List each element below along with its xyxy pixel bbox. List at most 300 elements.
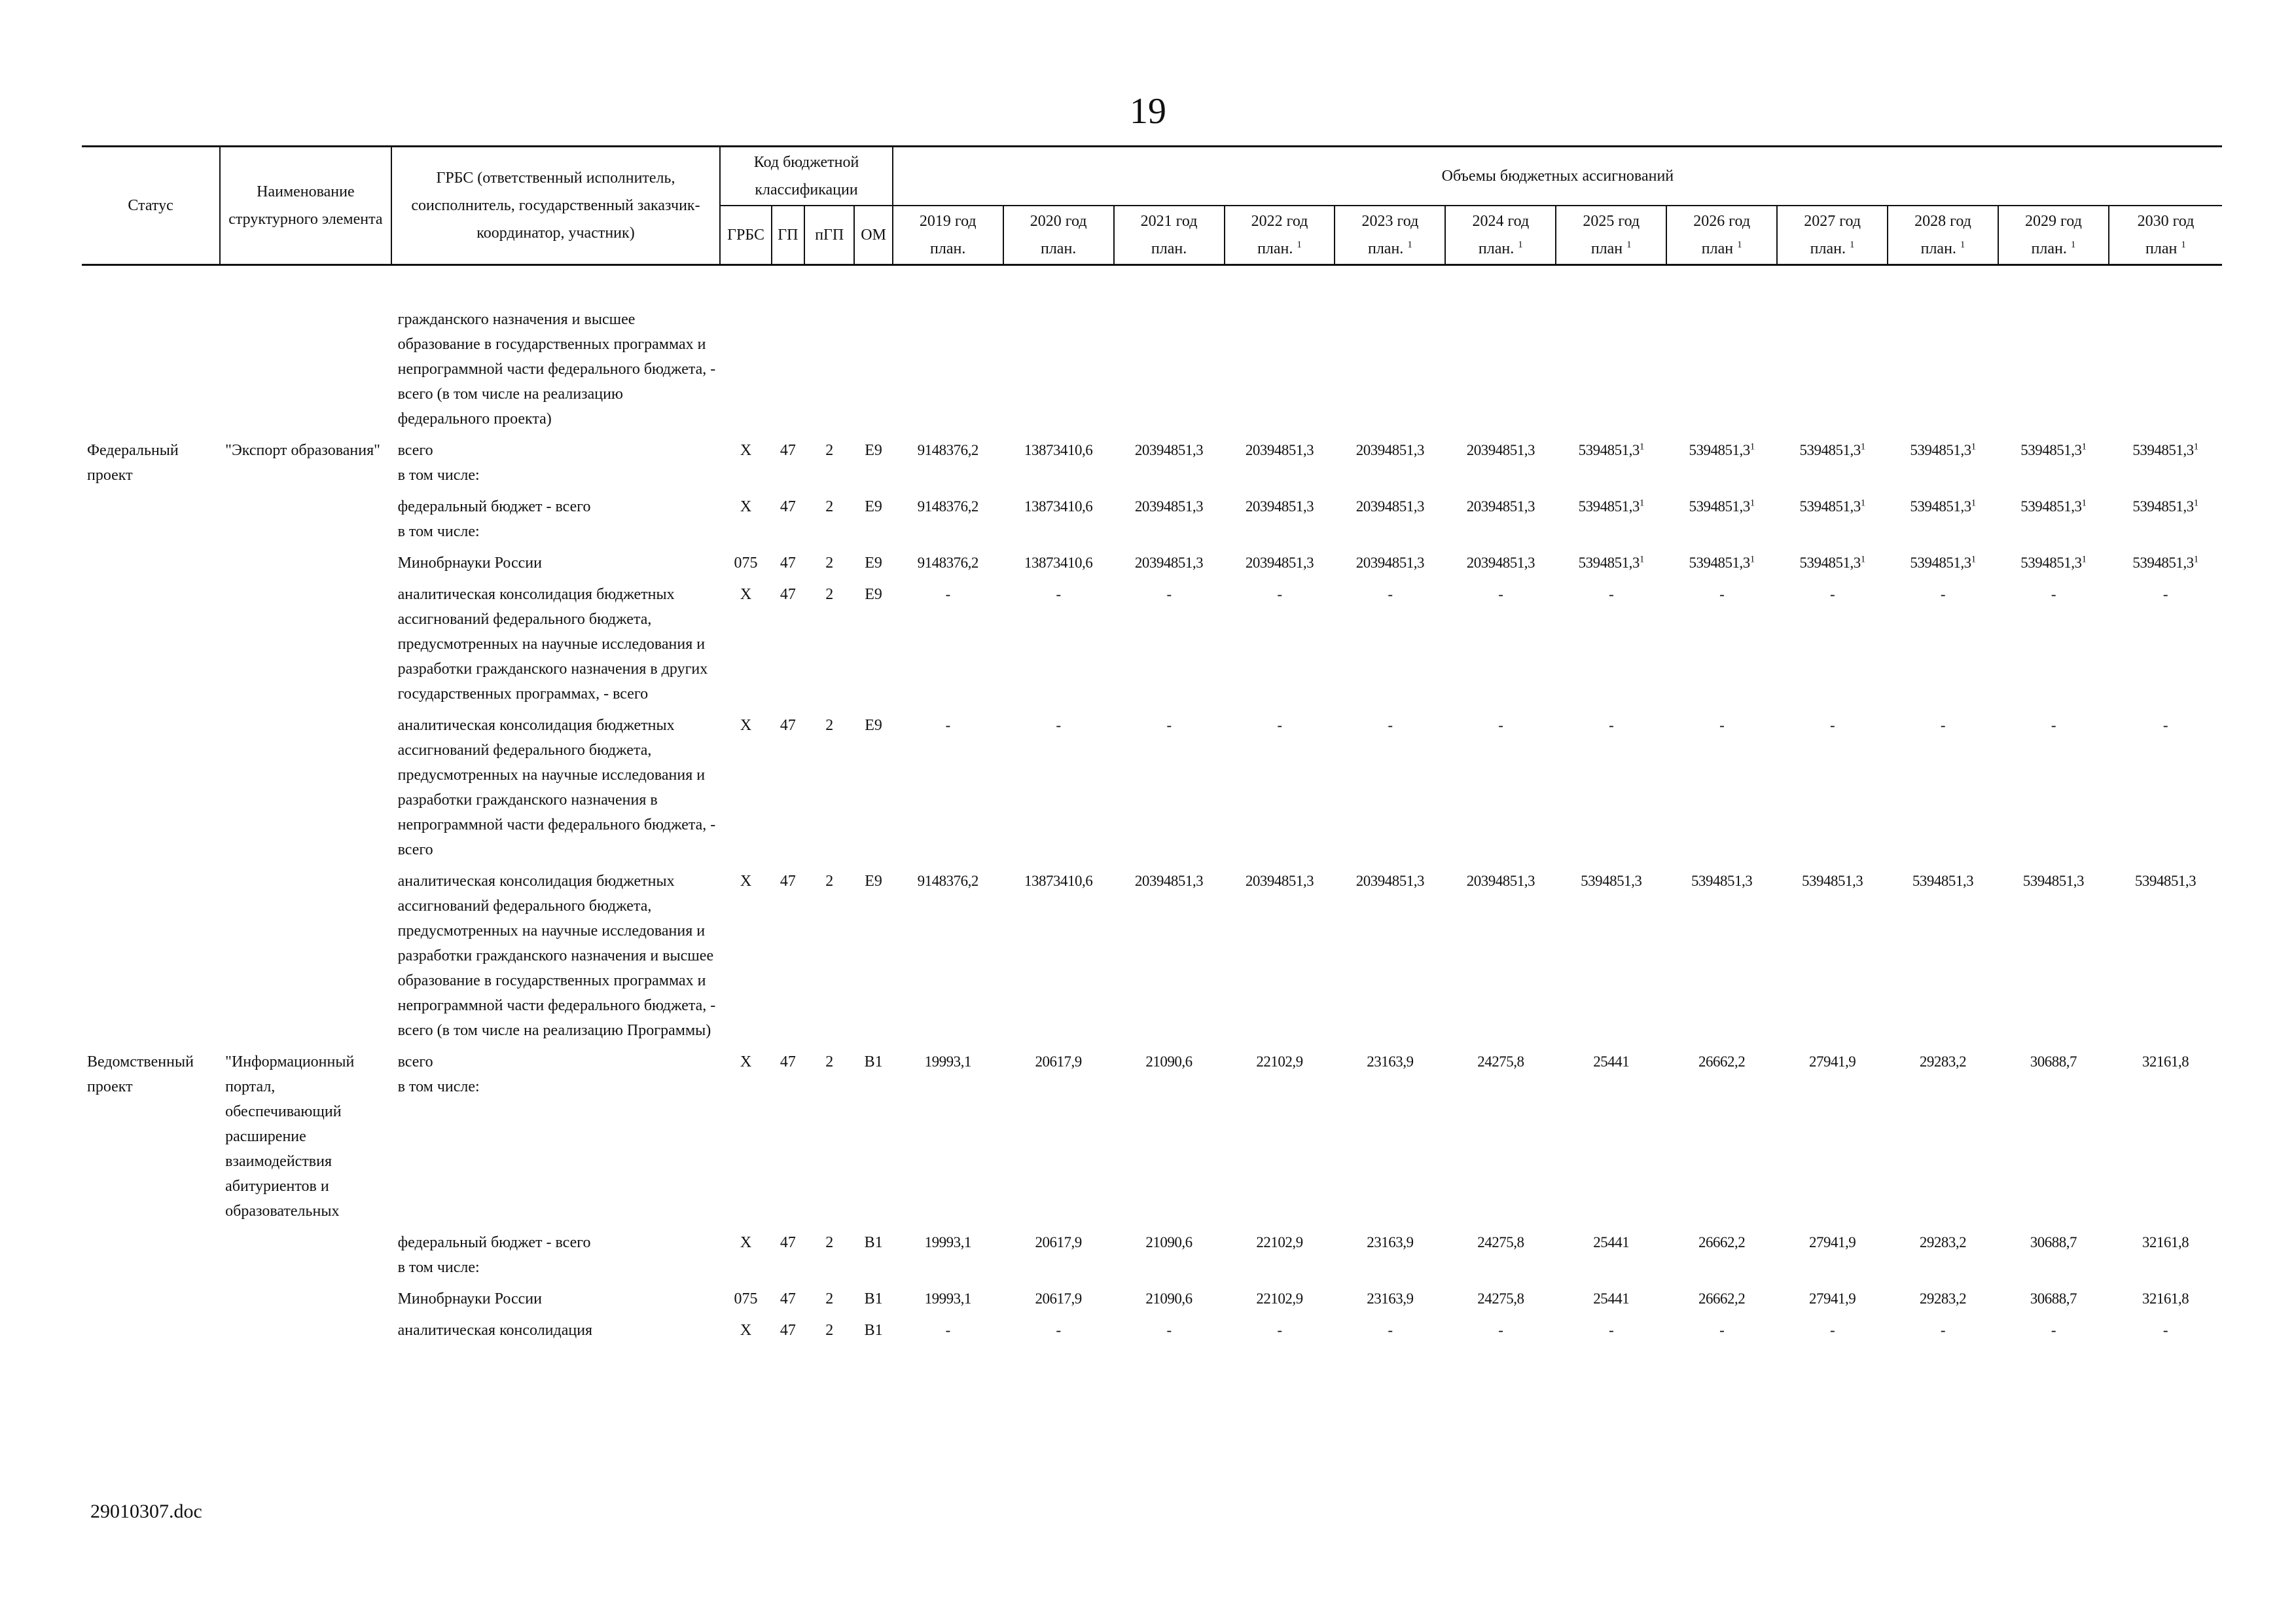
value-cell <box>1335 1049 1445 1230</box>
value-cell <box>1335 712 1445 868</box>
table-row <box>82 306 2222 437</box>
grbs-cell: аналитическая консолидация <box>397 1322 593 1339</box>
value-cell <box>1003 306 1114 437</box>
allocation-value: 5394851,3 <box>1910 555 1971 571</box>
code-cell: В1 <box>864 1290 883 1307</box>
value-cell <box>1335 550 1445 581</box>
allocation-value: - <box>1388 1322 1393 1338</box>
allocation-value: - <box>1388 586 1393 602</box>
header-year-col <box>1998 206 2109 265</box>
footnote-mark: 1 <box>1749 498 1755 509</box>
value-cell <box>1003 1317 1114 1349</box>
allocation-value: 5394851,3 <box>2132 442 2194 458</box>
table-row <box>82 1049 2222 1230</box>
allocation-value: - <box>2051 586 2056 602</box>
code-cell: Х <box>740 717 752 734</box>
element-name-cell <box>220 712 391 868</box>
value-cell <box>1445 437 1556 494</box>
allocation-value: - <box>1609 1322 1614 1338</box>
code-cell: Е9 <box>865 717 882 734</box>
value-cell <box>1888 868 1998 1049</box>
header-year-col <box>1335 206 1445 265</box>
value-cell <box>1225 1049 1335 1230</box>
allocation-value: 22102,9 <box>1256 1053 1303 1070</box>
value-cell <box>1777 494 1888 550</box>
allocation-value: 25441 <box>1593 1234 1630 1250</box>
value-cell <box>1666 494 1777 550</box>
element-name-cell <box>220 1286 391 1317</box>
code-cell: В1 <box>864 1234 883 1251</box>
value-cell <box>1777 712 1888 868</box>
allocation-value: 5394851,3 <box>1801 873 1863 889</box>
gap-cell <box>82 265 2222 307</box>
value-cell <box>2109 1230 2222 1286</box>
allocation-value: 24275,8 <box>1477 1053 1524 1070</box>
allocation-value: 29283,2 <box>1919 1290 1967 1307</box>
value-cell <box>1225 581 1335 712</box>
allocation-value: 27941,9 <box>1808 1053 1856 1070</box>
allocation-value: 19993,1 <box>924 1290 971 1307</box>
allocation-value: 20394851,3 <box>1134 498 1204 515</box>
code-cell: 47 <box>780 442 796 459</box>
footnote-mark: 1 <box>2181 240 2186 250</box>
grbs-cell: федеральный бюджет - всего в том числе: <box>397 498 591 540</box>
status-cell <box>82 1317 220 1349</box>
footnote-mark: 1 <box>1960 240 1965 250</box>
element-name-cell: "Информационный портал, обеспечивающий расширение взаимодействия абитуриентов и образовательных <box>225 1053 355 1220</box>
allocation-value: 29283,2 <box>1919 1234 1967 1250</box>
allocation-value: 20394851,3 <box>1245 442 1314 458</box>
footnote-mark: 1 <box>1639 554 1644 565</box>
code-cell: Х <box>740 1234 752 1251</box>
allocation-value: 26662,2 <box>1698 1290 1746 1307</box>
allocation-value: - <box>1498 717 1503 733</box>
allocation-value: 5394851,3 <box>1912 873 1974 889</box>
header-year: 2030 год <box>2137 213 2195 230</box>
value-cell <box>1003 712 1114 868</box>
table-row <box>82 1286 2222 1317</box>
header-year: 2027 год <box>1804 213 1861 230</box>
value-cell <box>1225 437 1335 494</box>
value-cell <box>1998 550 2109 581</box>
code-cell: 47 <box>780 1322 796 1339</box>
allocation-value: 20394851,3 <box>1245 498 1314 515</box>
value-cell <box>1888 306 1998 437</box>
allocation-value: 20394851,3 <box>1134 555 1204 571</box>
value-cell <box>893 1286 1003 1317</box>
grbs-cell: федеральный бюджет - всего в том числе: <box>397 1234 591 1276</box>
header-year: 2022 год <box>1251 213 1308 230</box>
header-plan: план. <box>2031 240 2067 257</box>
value-cell <box>1114 1049 1225 1230</box>
status-cell <box>82 550 220 581</box>
value-cell <box>1445 1230 1556 1286</box>
header-year: 2021 год <box>1140 213 1198 230</box>
value-cell <box>1888 1286 1998 1317</box>
allocation-value: - <box>1719 586 1725 602</box>
header-year-col <box>1003 206 1114 265</box>
header-year: 2029 год <box>2025 213 2082 230</box>
allocation-value: 5394851,3 <box>2132 555 2194 571</box>
value-cell <box>1225 494 1335 550</box>
header-year-col <box>1888 206 1998 265</box>
allocation-value: 20617,9 <box>1035 1053 1082 1070</box>
code-cell: Е9 <box>865 873 882 890</box>
value-cell <box>1777 581 1888 712</box>
grbs-cell: Минобрнауки России <box>397 555 542 572</box>
value-cell <box>1556 868 1666 1049</box>
value-cell <box>1445 712 1556 868</box>
value-cell <box>1003 437 1114 494</box>
status-cell <box>82 1230 220 1286</box>
value-cell <box>1666 550 1777 581</box>
value-cell <box>1777 437 1888 494</box>
footnote-mark: 1 <box>1626 240 1632 250</box>
code-cell: 47 <box>780 873 796 890</box>
footnote-mark: 1 <box>1971 441 1976 452</box>
value-cell <box>893 1317 1003 1349</box>
element-name-cell <box>220 868 391 1049</box>
allocation-value: - <box>2162 1322 2168 1338</box>
footnote-mark: 1 <box>1407 240 1412 250</box>
allocation-value: 23163,9 <box>1367 1290 1414 1307</box>
allocation-value: 5394851,3 <box>1689 498 1750 515</box>
allocation-value: - <box>1719 1322 1725 1338</box>
allocation-value: 9148376,2 <box>917 555 978 571</box>
allocation-value: - <box>1498 586 1503 602</box>
allocation-value: - <box>1056 1322 1061 1338</box>
table-row <box>82 550 2222 581</box>
value-cell <box>1003 1286 1114 1317</box>
header-year-col <box>1666 206 1777 265</box>
header-year-col <box>2109 206 2222 265</box>
value-cell <box>2109 550 2222 581</box>
allocation-value: 22102,9 <box>1256 1234 1303 1250</box>
header-plan: план <box>2145 240 2178 257</box>
code-cell: Х <box>740 1322 752 1339</box>
allocation-value: - <box>1498 1322 1503 1338</box>
allocation-value: 25441 <box>1593 1053 1630 1070</box>
allocation-value: 5394851,3 <box>1578 555 1640 571</box>
value-cell <box>1225 1286 1335 1317</box>
allocation-value: 30688,7 <box>2030 1053 2077 1070</box>
allocation-value: 9148376,2 <box>917 498 978 515</box>
footnote-mark: 1 <box>1639 441 1644 452</box>
value-cell <box>1445 550 1556 581</box>
value-cell <box>1556 1230 1666 1286</box>
value-cell <box>2109 306 2222 437</box>
allocation-value: - <box>2051 1322 2056 1338</box>
value-cell <box>1335 581 1445 712</box>
status-cell <box>82 868 220 1049</box>
value-cell <box>1114 1230 1225 1286</box>
code-cell: 075 <box>734 1290 758 1307</box>
allocation-value: 32161,8 <box>2142 1234 2189 1250</box>
allocation-value: - <box>1166 1322 1172 1338</box>
code-cell: 47 <box>780 1290 796 1307</box>
status-cell: Федеральный проект <box>87 442 179 484</box>
code-cell: В1 <box>864 1053 883 1070</box>
allocation-value: 5394851,3 <box>2132 498 2194 515</box>
allocation-value: - <box>1166 586 1172 602</box>
table-row <box>82 1317 2222 1349</box>
code-cell: 2 <box>825 1234 834 1251</box>
allocation-value: 5394851,3 <box>2020 442 2082 458</box>
value-cell <box>1114 712 1225 868</box>
value-cell <box>1114 437 1225 494</box>
allocation-value: - <box>1166 717 1172 733</box>
budget-allocation-table <box>82 145 2222 1349</box>
grbs-cell: аналитическая консолидация бюджетных ассигнований федерального бюджета, предусмотренных на научные исследования и разработки гражданского назначения и высшее образование в государственных программах и непрограммной части федерального бюджета, - всего (в том числе на реализацию Программы) <box>397 873 716 1039</box>
allocation-value: 5394851,3 <box>2134 873 2197 889</box>
value-cell <box>1445 1317 1556 1349</box>
code-cell: 2 <box>825 498 834 515</box>
allocation-value: 27941,9 <box>1808 1234 1856 1250</box>
value-cell <box>893 868 1003 1049</box>
value-cell <box>1666 868 1777 1049</box>
value-cell <box>1998 1049 2109 1230</box>
value-cell <box>1335 1286 1445 1317</box>
allocation-value: - <box>1940 717 1946 733</box>
allocation-value: 5394851,3 <box>1910 442 1971 458</box>
table-body <box>82 265 2222 1349</box>
grbs-cell: всего в том числе: <box>397 442 480 484</box>
header-year: 2028 год <box>1914 213 1971 230</box>
header-code-group: Код бюджетной классификации <box>720 147 892 206</box>
value-cell <box>1114 494 1225 550</box>
allocation-value: - <box>1609 586 1614 602</box>
allocation-value: 5394851,3 <box>1799 498 1861 515</box>
value-cell <box>1556 581 1666 712</box>
value-cell <box>1556 1286 1666 1317</box>
code-cell: 075 <box>734 555 758 572</box>
allocation-value: 19993,1 <box>924 1053 971 1070</box>
document-filename: 29010307.doc <box>90 1501 202 1522</box>
allocation-value: 20394851,3 <box>1466 555 1535 571</box>
table-row <box>82 1230 2222 1286</box>
allocation-value: 5394851,3 <box>2020 555 2082 571</box>
value-cell <box>1998 712 2109 868</box>
value-cell <box>1666 1317 1777 1349</box>
element-name-cell <box>220 1230 391 1286</box>
code-cell: 2 <box>825 717 834 734</box>
allocation-value: 30688,7 <box>2030 1290 2077 1307</box>
value-cell <box>893 1230 1003 1286</box>
value-cell <box>1335 306 1445 437</box>
code-cell: В1 <box>864 1322 883 1339</box>
value-cell <box>1225 306 1335 437</box>
value-cell <box>1998 306 2109 437</box>
element-name-cell <box>220 581 391 712</box>
allocation-value: 20394851,3 <box>1355 498 1425 515</box>
value-cell <box>1666 306 1777 437</box>
code-cell: 2 <box>825 1290 834 1307</box>
status-cell: Ведомственный проект <box>87 1053 194 1095</box>
footnote-mark: 1 <box>1971 498 1976 509</box>
value-cell <box>2109 712 2222 868</box>
table-header <box>82 147 2222 265</box>
header-name: Наименование структурного элемента <box>220 147 391 265</box>
header-plan: план. <box>1151 240 1187 257</box>
code-cell: Х <box>740 442 752 459</box>
value-cell <box>1556 550 1666 581</box>
allocation-value: 20617,9 <box>1035 1234 1082 1250</box>
allocation-value: 5394851,3 <box>1910 498 1971 515</box>
allocation-value: - <box>1388 717 1393 733</box>
code-cell: 2 <box>825 442 834 459</box>
allocation-value: 27941,9 <box>1808 1290 1856 1307</box>
value-cell <box>1998 437 2109 494</box>
code-cell: 2 <box>825 586 834 603</box>
header-year: 2025 год <box>1583 213 1640 230</box>
status-cell <box>82 712 220 868</box>
allocation-value: 5394851,3 <box>1691 873 1753 889</box>
header-year-col <box>893 206 1003 265</box>
allocation-value: 24275,8 <box>1477 1290 1524 1307</box>
allocation-value: 13873410,6 <box>1024 498 1093 515</box>
header-plan: план. <box>1367 240 1404 257</box>
value-cell <box>1003 581 1114 712</box>
value-cell <box>1556 1317 1666 1349</box>
allocation-value: 21090,6 <box>1145 1290 1193 1307</box>
value-cell <box>2109 1286 2222 1317</box>
table-row <box>82 868 2222 1049</box>
allocation-value: 22102,9 <box>1256 1290 1303 1307</box>
value-cell <box>2109 1049 2222 1230</box>
allocation-value: - <box>1830 717 1835 733</box>
allocation-value: - <box>1830 1322 1835 1338</box>
value-cell <box>1556 437 1666 494</box>
footnote-mark: 1 <box>1749 441 1755 452</box>
value-cell <box>1998 1230 2109 1286</box>
header-year-col <box>1556 206 1666 265</box>
allocation-value: 32161,8 <box>2142 1290 2189 1307</box>
page-number: 19 <box>1130 91 1166 132</box>
code-cell: Х <box>740 586 752 603</box>
table-row <box>82 712 2222 868</box>
value-cell <box>1888 494 1998 550</box>
value-cell <box>1777 306 1888 437</box>
value-cell <box>1003 1230 1114 1286</box>
value-cell <box>1335 1230 1445 1286</box>
value-cell <box>1777 1286 1888 1317</box>
footnote-mark: 1 <box>1860 441 1865 452</box>
header-plan: план <box>1590 240 1623 257</box>
value-cell <box>1556 494 1666 550</box>
footnote-mark: 1 <box>2193 441 2198 452</box>
value-cell <box>1556 712 1666 868</box>
code-cell: Е9 <box>865 442 882 459</box>
value-cell <box>1114 550 1225 581</box>
footnote-mark: 1 <box>1297 240 1302 250</box>
header-code-col: ГРБС <box>720 206 771 265</box>
code-cell <box>804 306 854 437</box>
footnote-mark: 1 <box>2193 554 2198 565</box>
value-cell <box>1556 1049 1666 1230</box>
value-cell <box>1998 1317 2109 1349</box>
allocation-value: 20394851,3 <box>1245 555 1314 571</box>
header-plan: план. <box>1920 240 1956 257</box>
value-cell <box>1114 1286 1225 1317</box>
footnote-mark: 1 <box>2081 554 2087 565</box>
allocation-value: 20394851,3 <box>1355 555 1425 571</box>
header-year: 2026 год <box>1693 213 1751 230</box>
value-cell <box>1445 581 1556 712</box>
value-cell <box>1114 868 1225 1049</box>
value-cell <box>2109 868 2222 1049</box>
code-cell: 47 <box>780 1234 796 1251</box>
allocation-value: 26662,2 <box>1698 1053 1746 1070</box>
header-plan: план. <box>1040 240 1077 257</box>
allocation-value: 20617,9 <box>1035 1290 1082 1307</box>
value-cell <box>1777 1230 1888 1286</box>
value-cell <box>893 306 1003 437</box>
allocation-value: 5394851,3 <box>1799 555 1861 571</box>
allocation-value: 20394851,3 <box>1466 498 1535 515</box>
code-cell <box>772 306 804 437</box>
value-cell <box>1225 712 1335 868</box>
allocation-value: 25441 <box>1593 1290 1630 1307</box>
allocation-value: 13873410,6 <box>1024 442 1093 458</box>
allocation-value: 5394851,3 <box>2022 873 2085 889</box>
allocation-value: 32161,8 <box>2142 1053 2189 1070</box>
code-cell: 47 <box>780 717 796 734</box>
value-cell <box>1888 1230 1998 1286</box>
header-plan: план. <box>1478 240 1515 257</box>
value-cell <box>1777 1317 1888 1349</box>
element-name-cell <box>220 1317 391 1349</box>
allocation-value: - <box>1830 586 1835 602</box>
allocation-value: 5394851,3 <box>1578 498 1640 515</box>
footnote-mark: 1 <box>2081 498 2087 509</box>
allocation-value: 21090,6 <box>1145 1234 1193 1250</box>
value-cell <box>1114 306 1225 437</box>
status-cell <box>82 1286 220 1317</box>
value-cell <box>1998 868 2109 1049</box>
value-cell <box>1888 437 1998 494</box>
allocation-value: 9148376,2 <box>917 873 978 889</box>
grbs-cell: аналитическая консолидация бюджетных ассигнований федерального бюджета, предусмотренных на научные исследования и разработки гражданского назначения в других государственных программах, - всего <box>397 586 708 702</box>
status-cell <box>82 306 220 437</box>
element-name-cell <box>220 494 391 550</box>
code-cell: Х <box>740 498 752 515</box>
value-cell <box>1888 581 1998 712</box>
value-cell <box>1666 712 1777 868</box>
allocation-value: 20394851,3 <box>1466 442 1535 458</box>
header-year: 2019 год <box>919 213 977 230</box>
footnote-mark: 1 <box>1737 240 1742 250</box>
allocation-value: 5394851,3 <box>1689 555 1750 571</box>
value-cell <box>1998 494 2109 550</box>
footnote-mark: 1 <box>1971 554 1976 565</box>
header-year-col <box>1225 206 1335 265</box>
value-cell <box>1114 581 1225 712</box>
header-grbs: ГРБС (ответственный исполнитель, соисполнитель, государственный заказчик-координатор, участник) <box>391 147 721 265</box>
value-cell <box>1777 1049 1888 1230</box>
grbs-cell: всего в том числе: <box>397 1053 480 1095</box>
allocation-value: - <box>1940 1322 1946 1338</box>
code-cell: 2 <box>825 1322 834 1339</box>
header-volumes-group: Объемы бюджетных ассигнований <box>893 147 2222 206</box>
allocation-value: 29283,2 <box>1919 1053 1967 1070</box>
header-year: 2020 год <box>1030 213 1087 230</box>
header-plan: план <box>1701 240 1734 257</box>
status-cell <box>82 494 220 550</box>
allocation-value: - <box>1277 1322 1282 1338</box>
grbs-cell: Минобрнауки России <box>397 1290 542 1307</box>
value-cell <box>893 712 1003 868</box>
element-name-cell <box>220 550 391 581</box>
